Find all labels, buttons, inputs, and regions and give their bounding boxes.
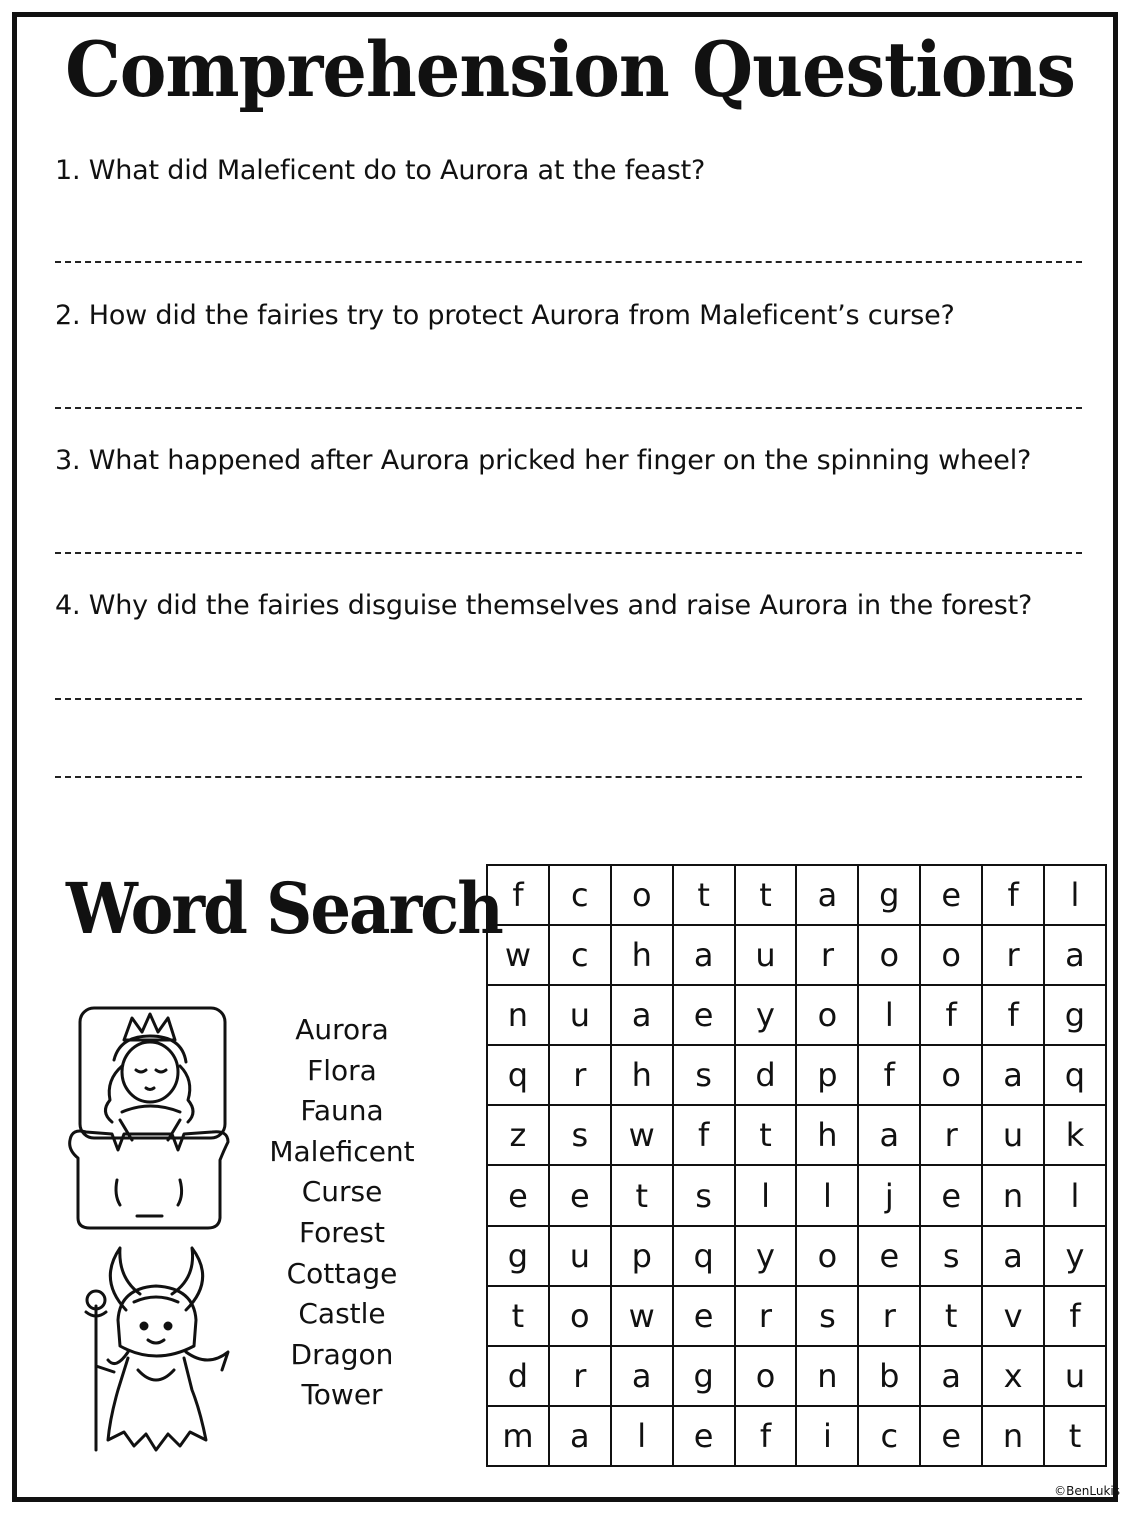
grid-cell[interactable]: r (549, 1045, 611, 1105)
grid-cell[interactable]: s (549, 1105, 611, 1165)
grid-cell[interactable]: n (487, 985, 549, 1045)
grid-cell[interactable]: a (1044, 925, 1106, 985)
word-search-grid[interactable] (486, 864, 1107, 1467)
grid-cell[interactable]: o (611, 865, 673, 925)
grid-cell[interactable]: g (487, 1226, 549, 1286)
grid-cell[interactable]: h (611, 1045, 673, 1105)
grid-cell[interactable]: r (735, 1286, 797, 1346)
grid-cell[interactable]: l (1044, 1165, 1106, 1225)
answer-line-1[interactable] (55, 261, 1082, 263)
grid-cell[interactable]: f (982, 985, 1044, 1045)
answer-line-4a[interactable] (55, 698, 1082, 700)
grid-cell[interactable]: s (920, 1226, 982, 1286)
grid-cell[interactable]: f (920, 985, 982, 1045)
question-3: 3. What happened after Aurora pricked her finger on the spinning wheel? (55, 445, 1032, 476)
grid-cell[interactable]: j (858, 1165, 920, 1225)
grid-cell[interactable]: r (796, 925, 858, 985)
grid-cell[interactable]: a (982, 1045, 1044, 1105)
grid-cell[interactable]: y (735, 1226, 797, 1286)
grid-row (487, 985, 1106, 1045)
grid-row (487, 1105, 1106, 1165)
grid-cell[interactable]: a (920, 1346, 982, 1406)
grid-cell[interactable]: e (673, 1406, 735, 1466)
grid-cell[interactable]: h (796, 1105, 858, 1165)
word-list-item: Curse (301, 1175, 383, 1209)
grid-cell[interactable]: u (982, 1105, 1044, 1165)
word-list-item: Forest (299, 1215, 385, 1249)
grid-cell[interactable]: a (549, 1406, 611, 1466)
grid-cell[interactable]: l (735, 1165, 797, 1225)
answer-line-3[interactable] (55, 552, 1082, 554)
answer-line-4b[interactable] (55, 776, 1082, 778)
page-title: Comprehension Questions (65, 24, 1075, 115)
grid-cell[interactable]: c (549, 925, 611, 985)
grid-cell[interactable]: o (796, 1226, 858, 1286)
grid-cell[interactable]: q (673, 1226, 735, 1286)
grid-cell[interactable]: a (858, 1105, 920, 1165)
word-list-item: Flora (307, 1053, 377, 1087)
grid-cell[interactable]: c (858, 1406, 920, 1466)
grid-cell[interactable]: t (487, 1286, 549, 1346)
grid-cell[interactable]: w (487, 925, 549, 985)
grid-cell[interactable]: z (487, 1105, 549, 1165)
grid-cell[interactable]: l (858, 985, 920, 1045)
word-list (262, 1010, 422, 1416)
grid-cell[interactable]: f (1044, 1286, 1106, 1346)
grid-cell[interactable]: l (796, 1165, 858, 1225)
sleeping-princess-illustration (62, 1000, 237, 1235)
grid-cell[interactable]: a (611, 985, 673, 1045)
grid-cell[interactable]: t (735, 865, 797, 925)
grid-row (487, 1406, 1106, 1466)
grid-cell[interactable]: e (673, 1286, 735, 1346)
grid-cell[interactable]: n (982, 1165, 1044, 1225)
grid-cell[interactable]: q (1044, 1045, 1106, 1105)
word-list-item: Cottage (286, 1256, 398, 1290)
grid-cell[interactable]: m (487, 1406, 549, 1466)
grid-cell[interactable]: n (982, 1406, 1044, 1466)
grid-cell[interactable]: y (1044, 1226, 1106, 1286)
grid-cell[interactable]: r (982, 925, 1044, 985)
grid-cell[interactable]: f (858, 1045, 920, 1105)
grid-cell[interactable]: a (982, 1226, 1044, 1286)
word-list-item: Dragon (290, 1337, 394, 1371)
grid-cell[interactable]: e (549, 1165, 611, 1225)
grid-cell[interactable]: e (920, 1406, 982, 1466)
grid-cell[interactable]: e (858, 1226, 920, 1286)
grid-cell[interactable]: t (1044, 1406, 1106, 1466)
grid-cell[interactable]: d (487, 1346, 549, 1406)
grid-cell[interactable]: k (1044, 1105, 1106, 1165)
grid-cell[interactable]: w (611, 1286, 673, 1346)
copyright-notice: ©BenLukis (1054, 1484, 1120, 1498)
grid-cell[interactable]: o (920, 925, 982, 985)
grid-cell[interactable]: f (735, 1406, 797, 1466)
answer-line-2[interactable] (55, 407, 1082, 409)
grid-cell[interactable]: a (611, 1346, 673, 1406)
grid-row (487, 1346, 1106, 1406)
grid-cell[interactable]: g (1044, 985, 1106, 1045)
grid-cell[interactable]: c (549, 865, 611, 925)
grid-cell[interactable]: e (487, 1165, 549, 1225)
grid-cell[interactable]: e (673, 985, 735, 1045)
grid-cell[interactable]: l (611, 1406, 673, 1466)
grid-cell[interactable]: s (796, 1286, 858, 1346)
grid-cell[interactable]: u (549, 985, 611, 1045)
word-search-title: Word Search (66, 868, 502, 951)
grid-cell[interactable]: o (920, 1045, 982, 1105)
grid-cell[interactable]: f (673, 1105, 735, 1165)
grid-cell[interactable]: g (858, 865, 920, 925)
grid-row (487, 1286, 1106, 1346)
word-list-item: Tower (301, 1378, 383, 1412)
grid-cell[interactable]: u (549, 1226, 611, 1286)
grid-cell[interactable]: o (796, 985, 858, 1045)
grid-cell[interactable]: q (487, 1045, 549, 1105)
grid-cell[interactable]: w (611, 1105, 673, 1165)
grid-cell[interactable]: h (611, 925, 673, 985)
grid-cell[interactable]: i (796, 1406, 858, 1466)
question-2: 2. How did the fairies try to protect Aurora from Maleficent’s curse? (55, 300, 955, 331)
word-list-item: Fauna (300, 1094, 384, 1128)
grid-cell[interactable]: f (982, 865, 1044, 925)
grid-cell[interactable]: l (1044, 865, 1106, 925)
grid-cell[interactable]: v (982, 1286, 1044, 1346)
question-1: 1. What did Maleficent do to Aurora at the feast? (55, 155, 706, 186)
grid-cell[interactable]: t (920, 1286, 982, 1346)
grid-cell[interactable]: o (858, 925, 920, 985)
grid-cell[interactable]: r (920, 1105, 982, 1165)
grid-row (487, 865, 1106, 925)
maleficent-illustration (68, 1240, 248, 1465)
grid-cell[interactable]: t (735, 1105, 797, 1165)
grid-cell[interactable]: e (920, 865, 982, 925)
grid-cell[interactable]: p (796, 1045, 858, 1105)
grid-cell[interactable]: u (1044, 1346, 1106, 1406)
grid-cell[interactable]: r (858, 1286, 920, 1346)
grid-cell[interactable]: f (487, 865, 549, 925)
grid-cell[interactable]: y (735, 985, 797, 1045)
grid-row (487, 925, 1106, 985)
grid-cell[interactable]: o (735, 1346, 797, 1406)
word-list-item: Castle (298, 1297, 386, 1331)
grid-cell[interactable]: a (796, 865, 858, 925)
grid-row (487, 1045, 1106, 1105)
grid-cell[interactable]: e (920, 1165, 982, 1225)
word-list-item: Aurora (295, 1013, 389, 1046)
word-list-item: Maleficent (269, 1134, 415, 1168)
grid-cell[interactable]: s (673, 1045, 735, 1105)
grid-cell[interactable]: t (673, 865, 735, 925)
grid-cell[interactable]: r (549, 1346, 611, 1406)
grid-cell[interactable]: g (673, 1346, 735, 1406)
question-4: 4. Why did the fairies disguise themselves and raise Aurora in the forest? (55, 590, 1033, 621)
grid-cell[interactable]: x (982, 1346, 1044, 1406)
grid-cell[interactable]: p (611, 1226, 673, 1286)
grid-cell[interactable]: t (611, 1165, 673, 1225)
grid-row (487, 1165, 1106, 1225)
grid-cell[interactable]: o (549, 1286, 611, 1346)
grid-cell[interactable]: s (673, 1165, 735, 1225)
grid-row (487, 1226, 1106, 1286)
grid-cell[interactable]: d (735, 1045, 797, 1105)
grid-cell[interactable]: n (796, 1346, 858, 1406)
grid-cell[interactable]: u (735, 925, 797, 985)
grid-cell[interactable]: b (858, 1346, 920, 1406)
grid-cell[interactable]: a (673, 925, 735, 985)
